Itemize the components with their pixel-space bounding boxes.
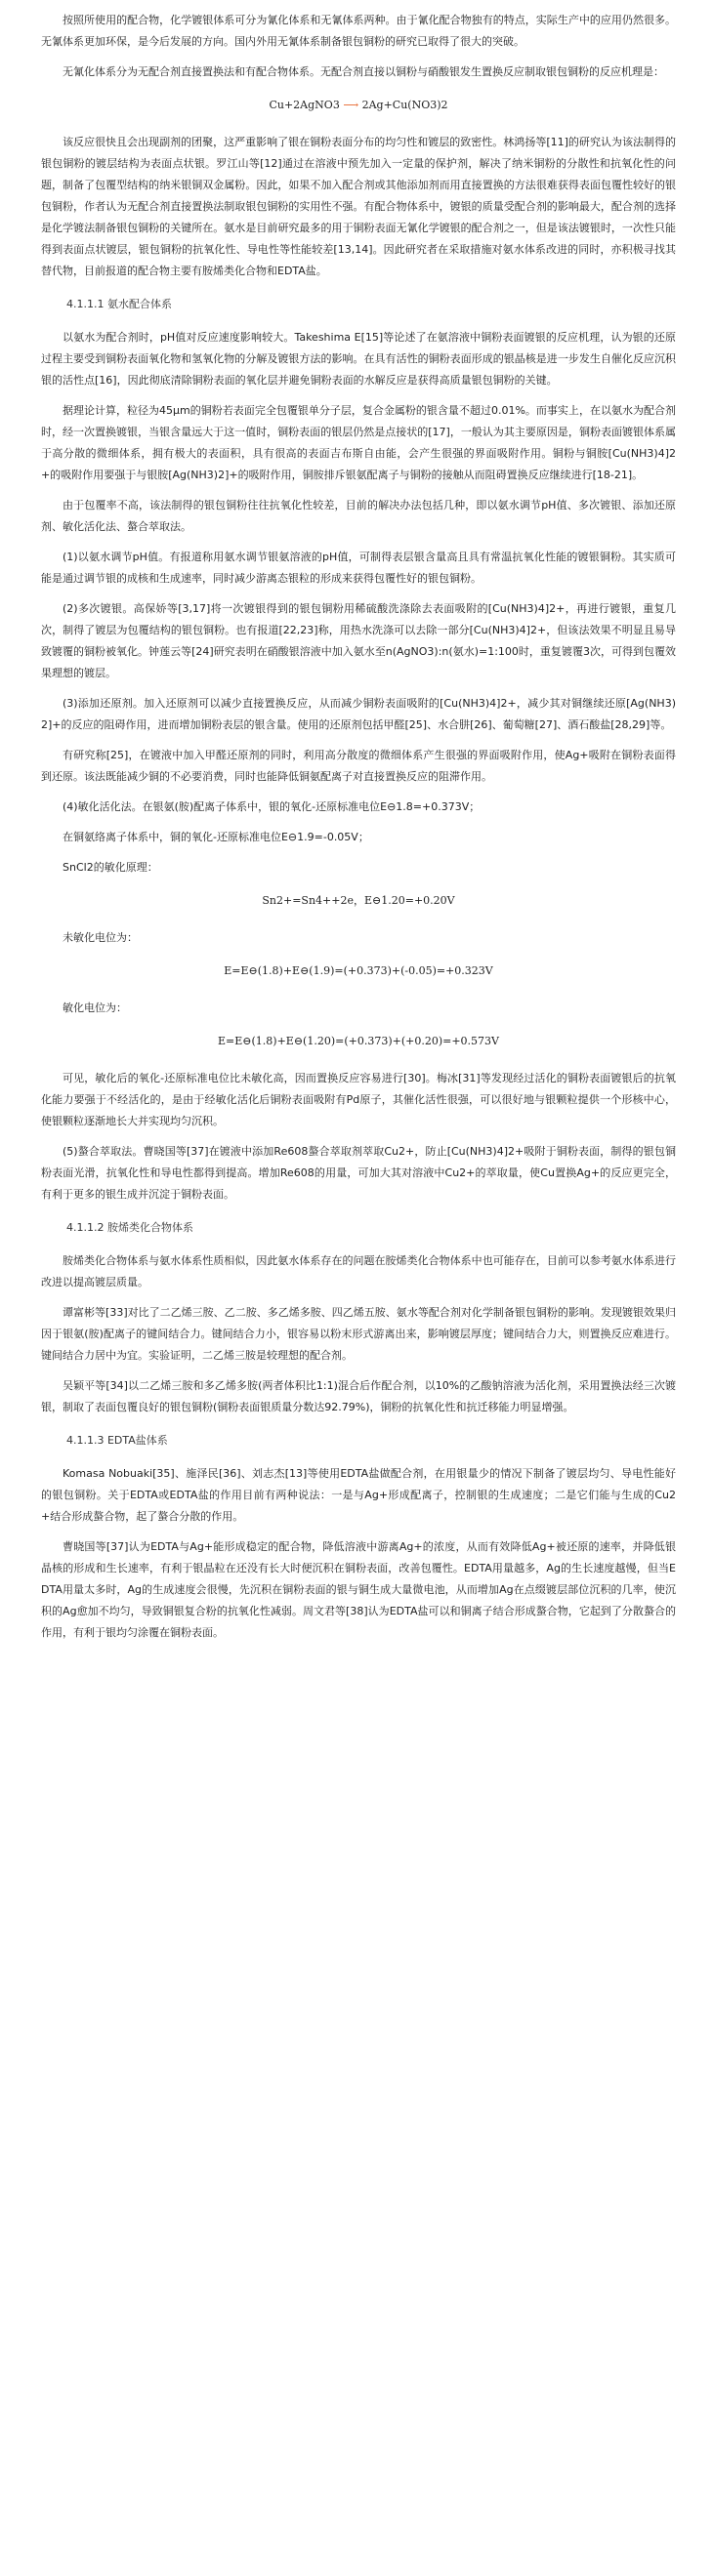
sensitized-potential-equation: E=E⊖(1.8)+E⊖(1.20)=(+0.373)+(+0.20)=+0.573V (218, 1035, 499, 1047)
paragraph: 敏化电位为： (63, 1002, 127, 1014)
section-heading-amine: 4.1.1.2 胺烯类化合物体系 (66, 1221, 193, 1234)
paragraph: 可见，敏化后的氧化-还原标准电位比未敏化高，因而置换反应容易进行[30]。梅冰[31]等发现经过活化的铜粉表面镀银后的抗氧化能力要强于不经活化的，是由于经敏化活化后铜粉表面吸附有Pd原子，其催化活性很强，可以很好地与银颗粒提供一个形核中心，使银颗粒逐渐地长大并实现均匀沉积。 (41, 1072, 676, 1127)
sn-equation: Sn2+=Sn4++2e，E⊖1.20=+0.20V (262, 894, 455, 907)
paragraph: SnCl2的敏化原理： (63, 861, 158, 874)
paragraph: 在铜氨络离子体系中，铜的氧化-还原标准电位E⊖1.9=-0.05V； (63, 831, 369, 843)
paragraph: 按照所使用的配合物，化学镀银体系可分为氰化体系和无氰体系两种。由于氰化配合物独有的特点，实际生产中的应用仍然很多。无氰体系更加环保，是今后发展的方向。国内外用无氰体系制备银包铜粉的研究已取得了很大的突破。 (41, 14, 676, 48)
paragraph: 未敏化电位为： (63, 931, 138, 944)
reaction-arrow-icon: ⟶ (343, 99, 359, 111)
section-heading-ammonia: 4.1.1.1 氨水配合体系 (66, 298, 172, 310)
paragraph: Komasa Nobuaki[35]、施泽民[36]、刘志杰[13]等使用EDTA盐做配合剂，在用银量少的情况下制备了镀层均匀、导电性能好的银包铜粉。关于EDTA或EDTA盐的作用目前有两种说法：一是与Ag+形成配离子，控制银的生成速度；二是它们能与生成的Cu2+结合形成螯合物，起了螯合分散的作用。 (41, 1467, 676, 1523)
paragraph: 吴颖平等[34]以二乙烯三胺和多乙烯多胺(两者体积比1:1)混合后作配合剂，以10%的乙酸钠溶液为活化剂，采用置换法经三次镀银，制取了表面包覆良好的银包铜粉(铜粉表面银质量分数达92.79%)，铜粉的抗氧化性和抗迁移能力明显增强。 (41, 1379, 676, 1413)
paragraph: 无氰化体系分为无配合剂直接置换法和有配合物体系。无配合剂直接以铜粉与硝酸银发生置换反应制取银包铜粉的反应机理是： (63, 65, 664, 78)
paragraph: 有研究称[25]，在镀液中加入甲醛还原剂的同时，利用高分散度的微细体系产生很强的界面吸附作用，使Ag+吸附在铜粉表面得到还原。该法既能减少铜的不必要消费，同时也能降低铜氨配离子对直接置换反应的阻滞作用。 (41, 749, 676, 783)
paragraph: (3)添加还原剂。加入还原剂可以减少直接置换反应，从而减少铜粉表面吸附的[Cu(NH3)4]2+，减少其对铜继续还原[Ag(NH3)2]+的反应的阻碍作用，进而增加铜粉表层的银含量。使用的还原剂包括甲醛[25]、水合肼[26]、葡萄糖[27]、酒石酸盐[28,29]等。 (41, 697, 676, 731)
paragraph: 由于包覆率不高，该法制得的银包铜粉往往抗氧化性较差，目前的解决办法包括几种，即以氨水调节pH值、多次镀银、添加还原剂、敏化活化法、螯合萃取法。 (41, 499, 676, 533)
paragraph: 以氨水为配合剂时，pH值对反应速度影响较大。Takeshima E[15]等论述了在氨溶液中铜粉表面镀银的反应机理，认为银的还原过程主要受到铜粉表面氧化物和氢氧化物的分解及镀银方法的影响。在具有活性的铜粉表面形成的银晶核是进一步发生自催化反应沉积银的活性点[16]，因此彻底清除铜粉表面的氧化层并避免铜粉表面的水解反应是获得高质量银包铜粉的关键。 (41, 331, 676, 387)
paragraph: (1)以氨水调节pH值。有报道称用氨水调节银氨溶液的pH值，可制得表层银含量高且具有常温抗氧化性能的镀银铜粉。其实质可能是通过调节银的成核和生成速率，同时减少游离态银粒的形成来获得包覆性好的银包铜粉。 (41, 551, 676, 585)
paragraph: 曹晓国等[37]认为EDTA与Ag+能形成稳定的配合物，降低溶液中游离Ag+的浓度，从而有效降低Ag+被还原的速率，并降低银晶核的形成和生长速率，有利于银晶粒在还没有长大时便沉积在铜粉表面，改善包覆性。EDTA用量越多，Ag的生长速度越慢，但当EDTA用量太多时，Ag的生成速度会很慢，先沉积在铜粉表面的银与铜生成大量微电池，从而增加Ag在点缀镀层部位沉积的几率，使沉积的Ag愈加不均匀，导致铜银复合粉的抗氧化性减弱。周文君等[38]认为EDTA盐可以和铜离子结合形成螯合物，它起到了分散螯合的作用，有利于银均匀涂覆在铜粉表面。 (41, 1540, 676, 1639)
paragraph: (5)螯合萃取法。曹晓国等[37]在镀液中添加Re608螯合萃取剂萃取Cu2+，防止[Cu(NH3)4]2+吸附于铜粉表面，制得的银包铜粉表面光滑，抗氧化性和导电性都得到提高。增加Re608的用量，可加大其对溶液中Cu2+的萃取量，使Cu置换Ag+的反应更完全，有利于更多的银生成并沉淀于铜粉表面。 (41, 1145, 676, 1201)
paragraph: 胺烯类化合物体系与氨水体系性质相似，因此氨水体系存在的问题在胺烯类化合物体系中也可能存在，目前可以参考氨水体系进行改进以提高镀层质量。 (41, 1254, 676, 1288)
paragraph: 谭富彬等[33]对比了二乙烯三胺、乙二胺、多乙烯多胺、四乙烯五胺、氨水等配合剂对化学制备银包铜粉的影响。发现镀银效果归因于银氨(胺)配离子的键间结合力。键间结合力小，银容易以粉末形式游离出来，影响镀层厚度；键间结合力大，则置换反应难进行。键间结合力居中为宜。实验证明，二乙烯三胺是较理想的配合剂。 (41, 1306, 676, 1362)
reaction-equation: Cu+2AgNO3 ⟶ 2Ag+Cu(NO3)2 (269, 99, 448, 111)
unsensitized-potential-equation: E=E⊖(1.8)+E⊖(1.9)=(+0.373)+(-0.05)=+0.323V (224, 964, 493, 977)
paragraph: (2)多次镀银。高保娇等[3,17]将一次镀银得到的银包铜粉用稀硫酸洗涤除去表面吸附的[Cu(NH3)4]2+，再进行镀银，重复几次，制得了镀层为包覆结构的银包铜粉。也有报道[22,23]称，用热水洗涤可以去除一部分[Cu(NH3)4]2+，但该法效果不明显且易导致镀覆的铜粉被氧化。钟莲云等[24]研究表明在硝酸银溶液中加入氨水至n(AgNO3):n(氨水)=1:100时，重复镀覆3次，可得到包覆效果理想的镀层。 (41, 602, 676, 679)
paragraph: (4)敏化活化法。在银氨(胺)配离子体系中，银的氧化-还原标准电位E⊖1.8=+0.373V； (63, 800, 481, 813)
section-heading-edta: 4.1.1.3 EDTA盐体系 (66, 1434, 168, 1447)
paragraph: 该反应很快且会出现副剂的团聚，这严重影响了银在铜粉表面分布的均匀性和镀层的致密性。林鸿扬等[11]的研究认为该法制得的银包铜粉的镀层结构为表面点状银。罗江山等[12]通过在溶液中预先加入一定量的保护剂，解决了纳米铜粉的分散性和抗氧化性的问题，制备了包覆型结构的纳米银铜双金属粉。因此，如果不加入配合剂或其他添加剂而用直接置换的方法很难获得表面包覆性较好的银包铜粉，作者认为无配合剂直接置换法制取银包铜粉的实用性不强。有配合物体系中，镀银的质量受配合剂的影响最大，配合剂的选择是化学镀法制备银包铜粉的关键所在。氨水是目前研究最多的用于铜粉表面无氰化学镀银的配合剂之一，但是该法镀银时，一次性只能得到表面点状镀层，银包铜粉的抗氧化性、导电性等性能较差[13,14]。因此研究者在采取措施对氨水体系改进的同时，亦积极寻找其替代物，目前报道的配合物主要有胺烯类化合物和EDTA盐。 (41, 136, 676, 277)
paragraph: 据理论计算，粒径为45μm的铜粉若表面完全包覆银单分子层，复合金属粉的银含量不超过0.01%。而事实上，在以氨水为配合剂时，经一次置换镀银，当银含量远大于这一值时，铜粉表面的银层仍然是点接状的[17]，一般认为其主要原因是，铜粉表面镀银体系属于高分散的微细体系，拥有极大的表面积，具有很高的表面吉布斯自由能，会产生很强的界面吸附作用。铜粉与铜胺[Cu(NH3)4]2+的吸附作用要强于与银胺[Ag(NH3)2]+的吸附作用，铜胺排斥银氨配离子与铜粉的接触从而阻碍置换反应继续进行[18-21]。 (41, 404, 676, 481)
